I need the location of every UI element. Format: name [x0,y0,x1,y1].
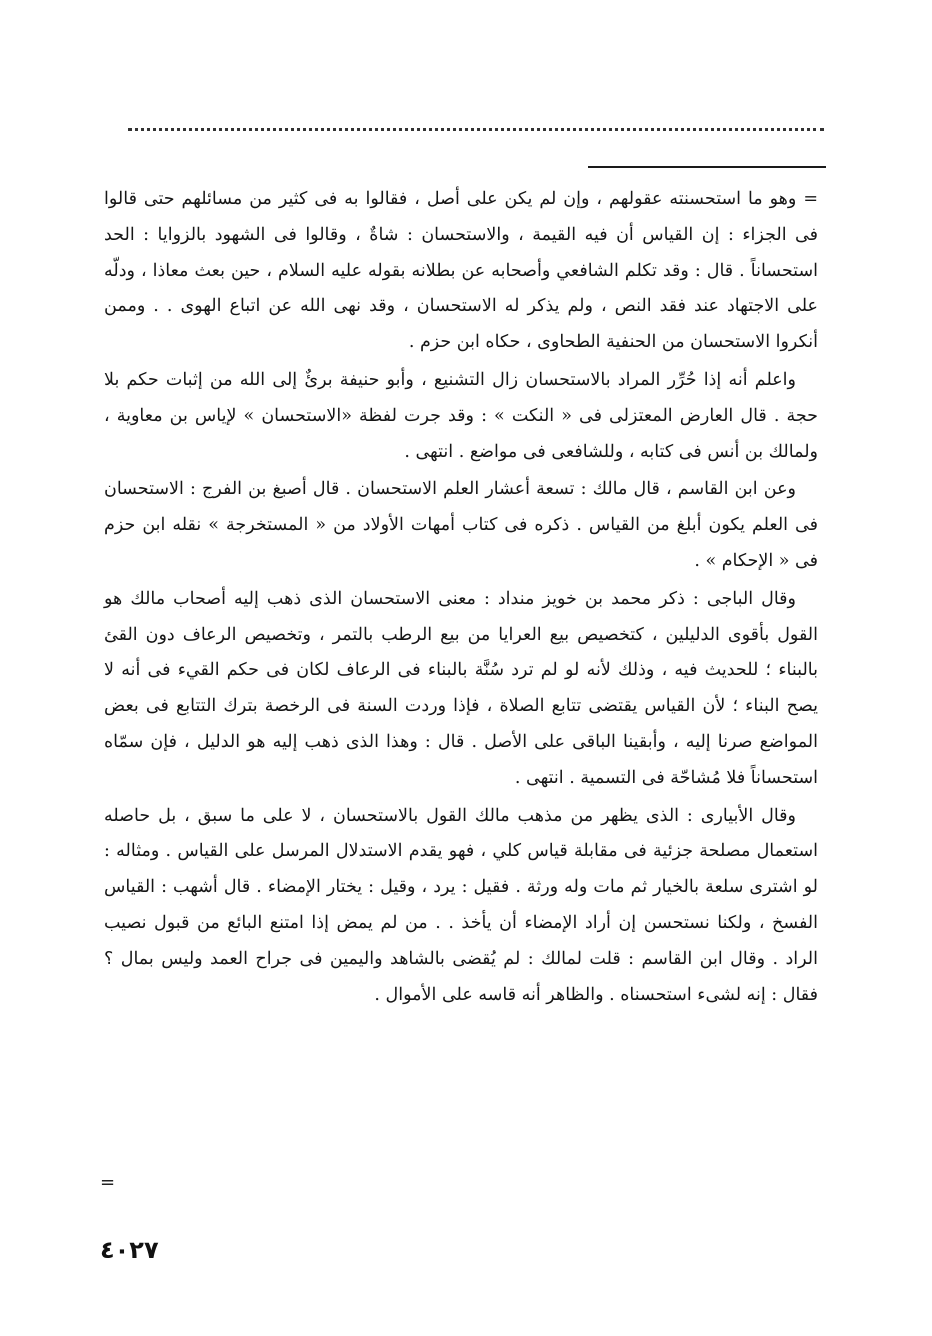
footnote-separator-rule [588,166,826,168]
paragraph-3: وعن ابن القاسم ، قال مالك : تسعة أعشار العلم الاستحسان . قال أصبغ بن الفرج : الاستحسان فى العلم يكون أبلغ من القياس . ذكره فى كتاب أمهات الأولاد من « المستخرجة » نقله ابن حزم فى « الإحكام » . [104,479,818,571]
footnote-text-block [104,182,818,1013]
header-dotted-rule [128,128,824,131]
paragraph-1: = وهو ما استحسنته عقولهم ، وإن لم يكن على أصل ، فقالوا به فى كثير من مسائلهم حتى قالوا فى الجزاء : إن القياس أن فيه القيمة ، والاستحسان : شاةٌ ، وقالوا فى الشهود بالزوايا : الحد استحساناً . قال : وقد تكلم الشافعي وأصحابه عن بطلانه بقوله عليه السلام ، حين بعث معاذا ، ودلّه على الاجتهاد عند فقد النص ، ولم يذكر له الاستحسان ، وقد نهى الله عن اتباع الهوى . . وممن أنكروا الاستحسان من الحنفية الطحاوى ، حكاه ابن حزم . [104,189,818,353]
continuation-mark: = [100,1172,116,1193]
paragraph-4: وقال الباجى : ذكر محمد بن خويز منداد : معنى الاستحسان الذى ذهب إليه أصحاب مالك هو القول بأقوى الدليلين ، كتخصيص بيع العرايا من بيع الرطب بالتمر ، وتخصيص الرعاف دون القئ بالبناء ؛ للحديث فيه ، وذلك لأنه لو لم ترد سُنَّة بالبناء فى الرعاف لكان فى حكم القيء فى أنه لا يصح البناء ؛ لأن القياس يقتضى تتابع الصلاة ، فإذا وردت السنة فى الرخصة بترك التتابع فى بعض المواضع صرنا إليه ، وأبقينا الباقى على الأصل . قال : وهذا الذى ذهب إليه هو الدليل ، فإن سمّاه استحساناً فلا مُشاحّة فى التسمية . انتهى . [104,588,818,788]
page-number: ٤٠٢٧ [100,1236,159,1264]
paragraph-5: وقال الأبيارى : الذى يظهر من مذهب مالك القول بالاستحسان ، لا على ما سبق ، بل حاصله استعمال مصلحة جزئية فى مقابلة قياس كلي ، فهو يقدم الاستدلال المرسل على القياس . ومثاله : لو اشترى سلعة بالخيار ثم مات وله ورثة . فقيل : يرد ، وقيل : يختار الإمضاء . قال أشهب : القياس الفسخ ، ولكنا نستحسن إن أراد الإمضاء أن يأخذ . . من لم يمض إذا امتنع البائع من قبول نصيب الراد . وقال ابن القاسم : قلت لمالك : لم يُقضى بالشاهد واليمين فى جراح العمد وليس بمال ؟ فقال : إنه لشىء استحسناه . والظاهر أنه قاسه على الأموال . [104,805,818,1005]
paragraph-2: واعلم أنه إذا حُرِّر المراد بالاستحسان زال التشنيع ، وأبو حنيفة برئٌ إلى الله من إثبات حكم بلا حجة . قال العارض المعتزلى فى « النكت » : وقد جرت لفظة «الاستحسان » لإياس بن معاوية ، ولمالك بن أنس فى كتابه ، وللشافعى فى مواضع . انتهى . [104,369,818,462]
